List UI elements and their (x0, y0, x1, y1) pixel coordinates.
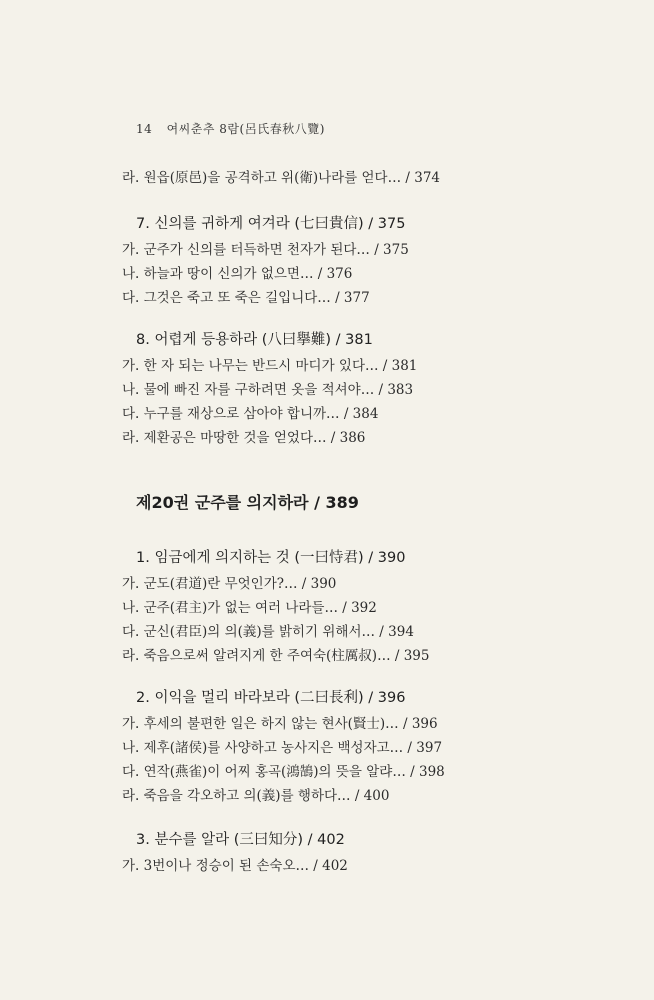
list-item: 다. 군신(君臣)의 의(義)를 밝히기 위해서… / 394 (122, 624, 414, 640)
list-item: 라. 죽음을 각오하고 의(義)를 행하다… / 400 (122, 788, 390, 804)
list-item: 나. 제후(諸侯)를 사양하고 농사지은 백성자고… / 397 (122, 740, 443, 756)
list-item: 가. 후세의 불편한 일은 하지 않는 현사(賢士)… / 396 (122, 716, 438, 732)
list-item: 다. 누구를 재상으로 삼아야 합니까… / 384 (122, 406, 379, 422)
section-title: 7. 신의를 귀하게 여겨라 (七曰貴信) / 375 (136, 216, 406, 232)
chapter-title: 제20권 군주를 의지하라 / 389 (136, 493, 359, 512)
list-item: 나. 군주(君主)가 없는 여러 나라들… / 392 (122, 600, 377, 616)
page-number: 14 (136, 122, 153, 136)
list-item: 가. 3번이나 정승이 된 손숙오… / 402 (122, 858, 348, 874)
list-item: 나. 물에 빠진 자를 구하려면 옷을 적셔야… / 383 (122, 382, 414, 398)
section-title: 8. 어렵게 등용하라 (八曰擧難) / 381 (136, 332, 373, 348)
list-item: 라. 제환공은 마땅한 것을 얻었다… / 386 (122, 430, 366, 446)
list-item: 라. 죽음으로써 알려지게 한 주여숙(柱厲叔)… / 395 (122, 648, 430, 664)
list-item: 다. 그것은 죽고 또 죽은 길입니다… / 377 (122, 290, 370, 306)
list-item: 나. 하늘과 땅이 신의가 없으면… / 376 (122, 266, 353, 282)
book-title: 여씨춘추 8람(呂氏春秋八覽) (166, 122, 325, 136)
section-title: 1. 임금에게 의지하는 것 (一曰恃君) / 390 (136, 550, 406, 566)
list-item: 가. 한 자 되는 나무는 반드시 마디가 있다… / 381 (122, 358, 418, 374)
list-item: 다. 연작(燕雀)이 어찌 홍곡(鴻鵠)의 뜻을 알랴… / 398 (122, 764, 445, 780)
list-item: 라. 원읍(原邑)을 공격하고 위(衛)나라를 얻다… / 374 (122, 170, 440, 186)
section-title: 2. 이익을 멀리 바라보라 (二曰長利) / 396 (136, 690, 406, 706)
section-title: 3. 분수를 알라 (三曰知分) / 402 (136, 832, 345, 848)
running-header (136, 120, 325, 137)
list-item: 가. 군주가 신의를 터득하면 천자가 된다… / 375 (122, 242, 409, 258)
list-item: 가. 군도(君道)란 무엇인가?… / 390 (122, 576, 337, 592)
